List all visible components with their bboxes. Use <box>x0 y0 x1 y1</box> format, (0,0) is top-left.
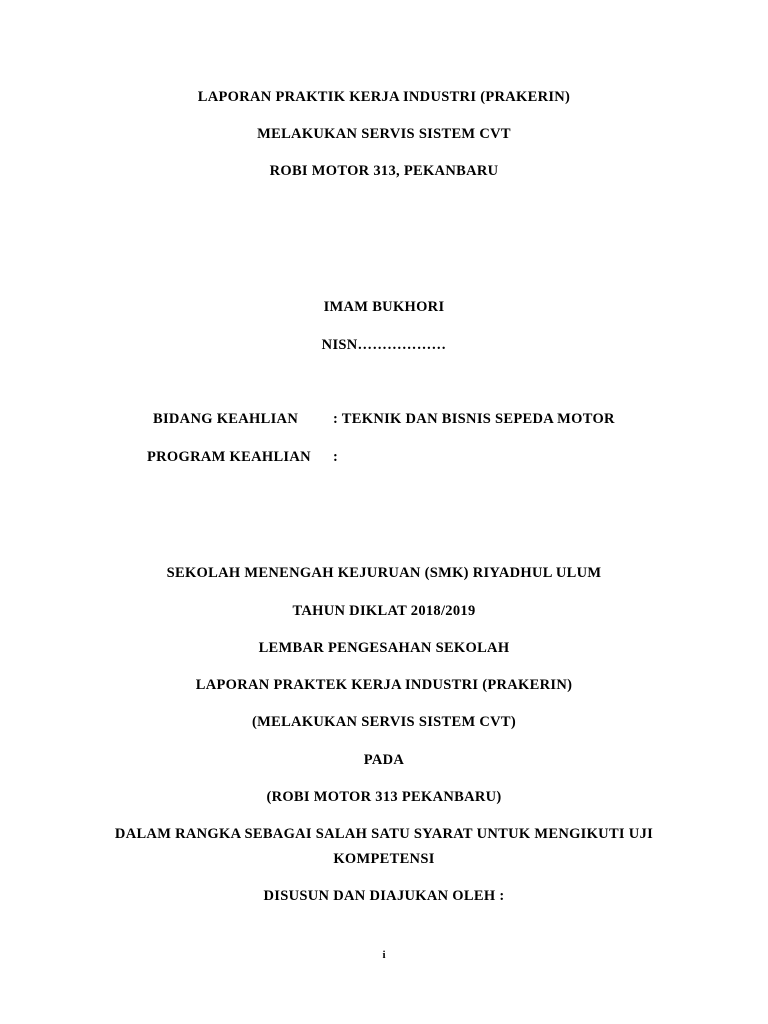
approval-title: LEMBAR PENGESAHAN SEKOLAH <box>258 640 510 656</box>
bidang-keahlian-label: BIDANG KEAHLIAN <box>153 411 299 427</box>
approval-purpose-line1: DALAM RANGKA SEBAGAI SALAH SATU SYARAT UNTUK MENGIKUTI UJI <box>114 826 654 842</box>
approval-report: LAPORAN PRAKTEK KERJA INDUSTRI (PRAKERIN) <box>195 677 573 693</box>
bidang-keahlian-value: : TEKNIK DAN BISNIS SEPEDA MOTOR <box>333 411 615 427</box>
school-year: TAHUN DIKLAT 2018/2019 <box>292 603 476 619</box>
school-name: SEKOLAH MENENGAH KEJURUAN (SMK) RIYADHUL ULUM <box>166 565 602 581</box>
approval-place: (ROBI MOTOR 313 PEKANBARU) <box>266 789 502 805</box>
page-number: i <box>382 949 386 961</box>
student-nisn: NISN……………… <box>321 337 447 353</box>
approval-purpose-line2: KOMPETENSI <box>333 851 435 867</box>
student-name: IMAM BUKHORI <box>323 299 445 315</box>
program-keahlian-value: : <box>333 449 339 465</box>
program-keahlian-label: PROGRAM KEAHLIAN <box>147 449 311 465</box>
approval-submitted-by: DISUSUN DAN DIAJUKAN OLEH : <box>263 888 505 904</box>
approval-topic: (MELAKUKAN SERVIS SISTEM CVT) <box>252 714 516 730</box>
report-title: LAPORAN PRAKTIK KERJA INDUSTRI (PRAKERIN) <box>197 89 571 105</box>
approval-pada: PADA <box>363 752 405 768</box>
report-subtitle: MELAKUKAN SERVIS SISTEM CVT <box>257 126 511 142</box>
report-location: ROBI MOTOR 313, PEKANBARU <box>269 163 499 179</box>
